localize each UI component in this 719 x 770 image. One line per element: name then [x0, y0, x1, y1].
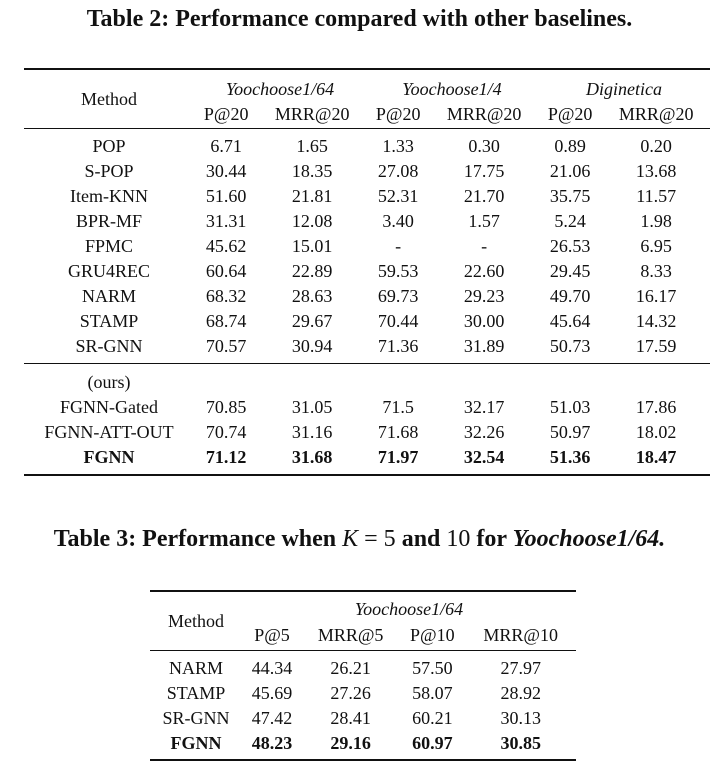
value-cell: 45.64 — [549, 311, 591, 331]
value-cell: 26.21 — [302, 651, 399, 682]
metric-header: MRR@20 — [446, 103, 522, 124]
value-cell: 70.44 — [377, 311, 419, 331]
table-row — [24, 259, 710, 284]
table-row — [24, 395, 710, 420]
method-cell: FGNN-ATT-OUT — [44, 422, 174, 442]
table3-caption: Table 3: Performance when K = 5 and 10 for Yoochoose1/64. — [53, 526, 666, 552]
value-cell: 1.98 — [640, 211, 672, 231]
table-row — [150, 681, 576, 706]
value-cell: 31.16 — [291, 422, 333, 442]
method-cell: SR-GNN — [162, 708, 230, 728]
empty-cell — [366, 364, 430, 396]
value-cell: 30.13 — [500, 708, 541, 728]
value-cell: 31.05 — [291, 397, 333, 417]
value-cell: 22.89 — [291, 261, 333, 281]
table-row — [24, 284, 710, 309]
table-row — [24, 420, 710, 445]
group-header: Yoochoose1/4 — [402, 79, 502, 99]
value-cell: 60.64 — [205, 261, 247, 281]
value-cell: 50.97 — [549, 422, 591, 442]
value-cell: 16.17 — [635, 286, 677, 306]
value-cell: 18.02 — [635, 422, 677, 442]
method-cell: GRU4REC — [67, 261, 150, 281]
metric-header: P@5 — [254, 624, 290, 645]
method-header: Method — [81, 88, 137, 109]
value-cell: 26.53 — [549, 236, 591, 256]
value-cell: 0.30 — [430, 129, 538, 160]
table-row — [24, 445, 710, 475]
table-row — [24, 129, 710, 160]
value-cell: 6.71 — [194, 129, 258, 160]
value-cell: 28.63 — [291, 286, 333, 306]
table3 — [150, 590, 576, 761]
value-cell: 30.00 — [463, 311, 505, 331]
method-cell: Item-KNN — [70, 186, 148, 206]
ours-label: (ours) — [24, 364, 194, 396]
value-cell: - — [481, 236, 488, 256]
value-cell: 45.69 — [251, 683, 293, 703]
value-cell: 49.70 — [549, 286, 591, 306]
method-cell: STAMP — [166, 683, 226, 703]
value-cell: 31.68 — [291, 447, 333, 467]
value-cell: 44.34 — [242, 651, 302, 682]
value-cell: 18.47 — [635, 447, 677, 467]
value-cell: 32.17 — [463, 397, 505, 417]
value-cell: 15.01 — [291, 236, 333, 256]
value-cell: 0.89 — [538, 129, 602, 160]
table-row — [24, 309, 710, 334]
value-cell: 0.20 — [602, 129, 710, 160]
value-cell: 30.85 — [500, 733, 541, 753]
value-cell: 6.95 — [640, 236, 672, 256]
value-cell: 35.75 — [549, 186, 591, 206]
value-cell: 18.35 — [291, 161, 333, 181]
value-cell: 71.5 — [382, 397, 414, 417]
metric-header: P@20 — [547, 103, 593, 124]
method-header: Method — [168, 610, 224, 631]
value-cell: 1.65 — [258, 129, 366, 160]
empty-cell — [258, 364, 366, 396]
table2-caption: Table 2: Performance compared with other baselines. — [86, 6, 633, 32]
value-cell: 13.68 — [635, 161, 677, 181]
value-cell: 27.26 — [330, 683, 371, 703]
value-cell: 47.42 — [251, 708, 293, 728]
value-cell: 51.03 — [549, 397, 591, 417]
table-row — [24, 159, 710, 184]
method-cell: BPR-MF — [75, 211, 143, 231]
group-header: Yoochoose1/64 — [225, 79, 335, 99]
value-cell: 30.94 — [291, 336, 333, 356]
method-cell: NARM — [81, 286, 136, 306]
value-cell: 21.70 — [463, 186, 505, 206]
empty-cell — [538, 364, 602, 396]
value-cell: 31.31 — [205, 211, 247, 231]
value-cell: 30.44 — [205, 161, 247, 181]
metric-header: P@20 — [375, 103, 421, 124]
value-cell: 22.60 — [463, 261, 505, 281]
value-cell: 31.89 — [463, 336, 505, 356]
value-cell: 32.26 — [463, 422, 505, 442]
metric-header: MRR@5 — [317, 624, 384, 645]
value-cell: 29.45 — [549, 261, 591, 281]
value-cell: 52.31 — [377, 186, 419, 206]
method-cell: S-POP — [84, 161, 134, 181]
value-cell: 27.97 — [465, 651, 576, 682]
value-cell: 12.08 — [291, 211, 333, 231]
method-cell: NARM — [150, 651, 242, 682]
empty-cell — [602, 364, 710, 396]
value-cell: 21.06 — [549, 161, 591, 181]
value-cell: 71.68 — [377, 422, 419, 442]
empty-cell — [194, 364, 258, 396]
value-cell: 58.07 — [412, 683, 453, 703]
table2 — [24, 68, 710, 476]
value-cell: 27.08 — [377, 161, 419, 181]
value-cell: 71.36 — [377, 336, 419, 356]
value-cell: 70.85 — [205, 397, 247, 417]
value-cell: 17.86 — [635, 397, 677, 417]
method-cell: FGNN — [83, 447, 135, 467]
method-cell: FPMC — [84, 236, 134, 256]
method-cell: STAMP — [79, 311, 139, 331]
value-cell: 71.97 — [377, 447, 419, 467]
value-cell: 17.75 — [463, 161, 505, 181]
value-cell: 50.73 — [549, 336, 591, 356]
table-row — [150, 651, 576, 682]
value-cell: 45.62 — [205, 236, 247, 256]
value-cell: 8.33 — [640, 261, 672, 281]
empty-cell — [430, 364, 538, 396]
table-row — [24, 364, 710, 396]
value-cell: 32.54 — [463, 447, 505, 467]
value-cell: 5.24 — [554, 211, 586, 231]
value-cell: 14.32 — [635, 311, 677, 331]
value-cell: - — [395, 236, 402, 256]
value-cell: 21.81 — [291, 186, 333, 206]
table-row — [24, 334, 710, 364]
method-cell: FGNN-Gated — [60, 397, 158, 417]
value-cell: 51.60 — [205, 186, 247, 206]
method-cell: POP — [24, 129, 194, 160]
value-cell: 48.23 — [251, 733, 293, 753]
value-cell: 70.57 — [205, 336, 247, 356]
metric-header: P@10 — [410, 624, 455, 645]
value-cell: 1.57 — [468, 211, 500, 231]
value-cell: 29.67 — [291, 311, 333, 331]
value-cell: 70.74 — [205, 422, 247, 442]
value-cell: 11.57 — [636, 186, 677, 206]
group-header: Diginetica — [585, 79, 662, 99]
value-cell: 3.40 — [382, 211, 414, 231]
table-row — [150, 706, 576, 731]
table-row — [24, 234, 710, 259]
value-cell: 60.97 — [412, 733, 453, 753]
value-cell: 1.33 — [366, 129, 430, 160]
value-cell: 28.92 — [500, 683, 541, 703]
table-row — [24, 209, 710, 234]
value-cell: 68.32 — [205, 286, 247, 306]
value-cell: 57.50 — [399, 651, 465, 682]
method-cell: FGNN — [170, 733, 222, 753]
value-cell: 71.12 — [205, 447, 247, 467]
value-cell: 68.74 — [205, 311, 247, 331]
group-header: Yoochoose1/64 — [354, 599, 464, 619]
value-cell: 69.73 — [377, 286, 419, 306]
value-cell: 29.16 — [330, 733, 371, 753]
value-cell: 59.53 — [377, 261, 419, 281]
table-row — [24, 184, 710, 209]
value-cell: 29.23 — [463, 286, 505, 306]
value-cell: 17.59 — [635, 336, 677, 356]
metric-header: MRR@10 — [483, 624, 558, 645]
metric-header: MRR@20 — [274, 103, 350, 124]
metric-header: P@20 — [203, 103, 249, 124]
method-cell: SR-GNN — [75, 336, 143, 356]
table-row — [150, 731, 576, 760]
value-cell: 28.41 — [330, 708, 371, 728]
metric-header: MRR@20 — [618, 103, 694, 124]
value-cell: 51.36 — [549, 447, 591, 467]
value-cell: 60.21 — [412, 708, 453, 728]
